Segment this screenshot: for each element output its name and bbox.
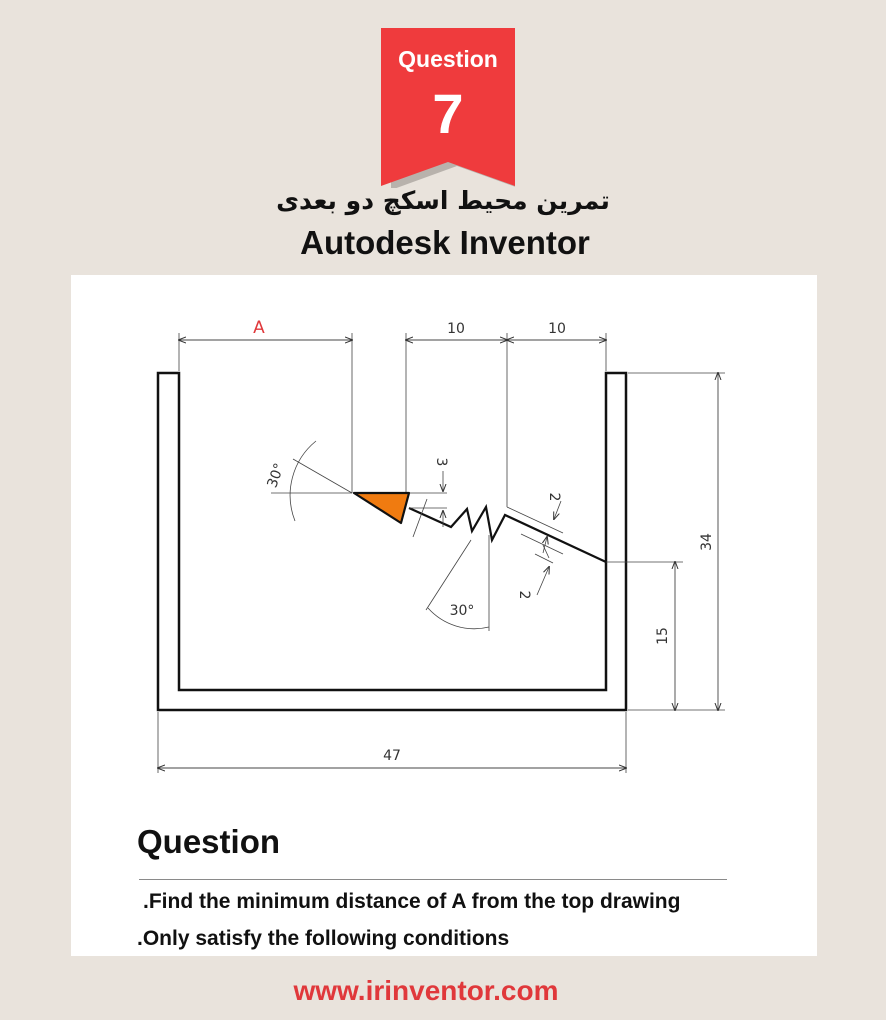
page-title: Autodesk Inventor xyxy=(300,224,590,261)
dim-label-2-upper: 2 xyxy=(546,492,562,502)
dim-label-47: 47 xyxy=(383,748,401,764)
question-card xyxy=(71,275,817,956)
persian-subtitle: تمرین محیط اسکچ دو بعدی xyxy=(276,186,610,215)
divider xyxy=(139,879,727,880)
question-line-2: .Only satisfy the following conditions xyxy=(137,927,510,950)
dim-label-10-left: 10 xyxy=(447,321,465,337)
channel-outline xyxy=(158,373,626,710)
question-heading: Question xyxy=(137,823,281,860)
website-link[interactable]: www.irinventor.com xyxy=(293,975,559,1006)
angle-label-bottom: 30° xyxy=(449,603,475,619)
angle-arc-left xyxy=(290,441,316,521)
dim-label-3: 3 xyxy=(433,457,449,467)
badge-label: Question xyxy=(398,46,498,72)
dim-label-10-right: 10 xyxy=(548,321,566,337)
badge-number: 7 xyxy=(432,82,464,145)
question-line-1: .Find the minimum distance of A from the top drawing xyxy=(143,890,681,913)
question-badge xyxy=(381,28,515,188)
spring-link xyxy=(409,507,606,562)
dim-label-a: A xyxy=(253,318,265,338)
technical-drawing xyxy=(71,275,817,815)
dim-label-15: 15 xyxy=(655,627,671,645)
dim-label-34: 34 xyxy=(699,533,715,551)
orange-triangle xyxy=(354,493,409,523)
angle-label-left: 30° xyxy=(264,461,289,491)
dim-label-2-lower: 2 xyxy=(516,590,532,600)
